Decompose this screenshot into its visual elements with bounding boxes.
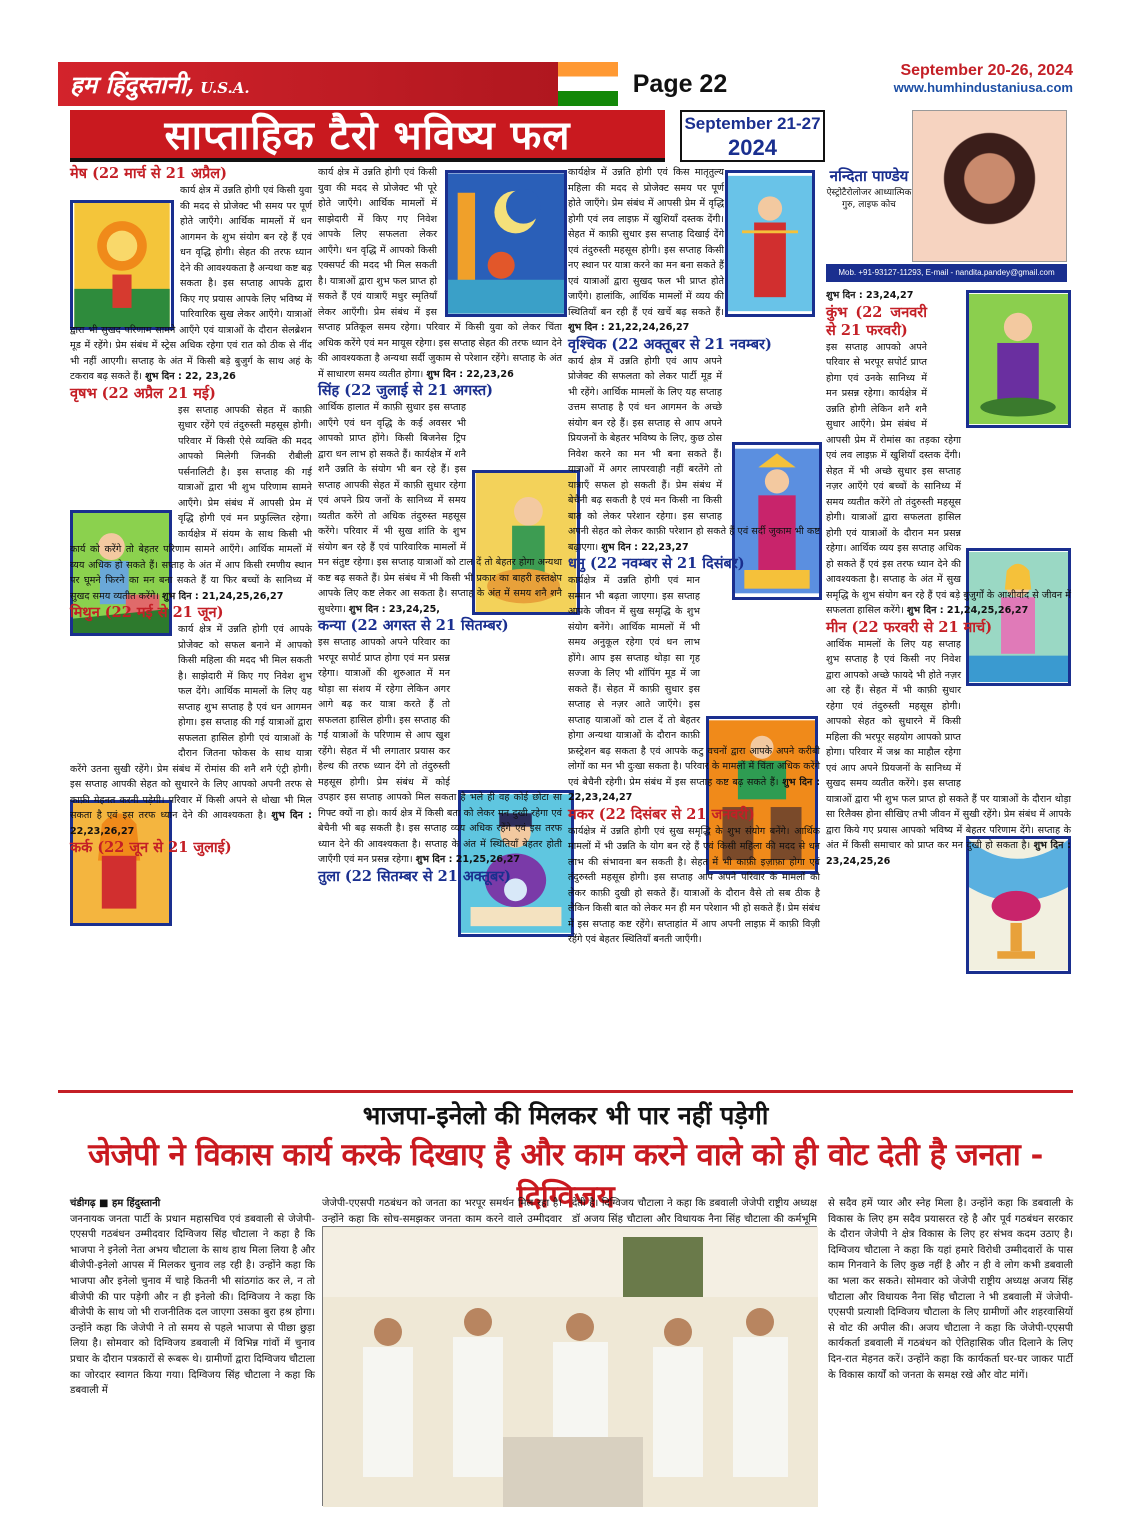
makar-body: कार्यक्षेत्र में उन्नति होगी एवं सुख समृद्धि के शुभ संयोग बनेंगे। आर्थिक मामलों में भी उन्नति के योग बन रहे हैं एवं किसी महिला की मदद से धन लाभ की संभावना बन सकती है। सेहत में भी काफ़ी इज़ाफ़ा होगा एवं तंदुरुस्ती महसूस होगी। इस सप्ताह आप अपने परिवार के मामलों को लेकर काफ़ी दुखी हो सकते हैं। यात्राओं के दौरान वैसे तो सब ठीक है लेकिन किसी बात को लेकर मन ही मन परेशान भी हो सकते हैं। प्रेम संबंध में इस सप्ताह कष्ट रहेंगे। सप्ताहांत में आप अपनी लाइफ़ में काफ़ी विज़ी रहेंगे एवं बेहतर स्थितियाँ बनती जाएँगी। bbox=[568, 825, 820, 945]
kanya-heading: कन्या (22 अगस्त से 21 सितम्बर) bbox=[318, 617, 509, 634]
makar-shubh-din: शुभ दिन : 23,24,27 bbox=[826, 290, 914, 301]
float-spacer bbox=[70, 183, 180, 315]
issue-date: September 20-26, 2024 bbox=[900, 62, 1073, 79]
vrishchik-heading: वृश्चिक (22 अक्तूबर से 21 नवम्बर) bbox=[568, 335, 772, 353]
tula-body: कार्यक्षेत्र में उन्नति होगी एवं किस मातृतुल्य महिला की मदद से प्रोजेक्ट समय पर पूर्ण होते जाएँगे। प्रेम संबंध में आपसी प्रेम में वृद्धि होगी एवं लव लाइफ़ में खुशियाँ दस्तक देंगी। सेहत में काफ़ी सुधार इस सप्ताह दिखाई देंगे एवं तंदुरुस्ती महसूस होगी। इस सप्ताह किसी नए स्थान पर यात्रा करने का मन बना सकते हैं एवं यात्राओं द्वारा सुखद फल भी प्राप्त होते जाएँगे। हालांकि, आर्थिक मामलों में व्यय की स्थितियाँ बन रही हैं एवं खर्चे बढ़ सकते हैं। bbox=[568, 167, 724, 318]
news-subheadline: भाजपा-इनेलो की मिलकर भी पार नहीं पड़ेगी bbox=[362, 1101, 769, 1130]
tula-heading: तुला (22 सितम्बर से 21 अक्तूबर) bbox=[318, 867, 512, 885]
issue-info bbox=[894, 62, 1073, 95]
float-spacer bbox=[722, 354, 820, 516]
news-headline: जेजेपी ने विकास कार्य करके दिखाए है और काम करने वाले को ही वोट देती है जनता - दिग्विजय bbox=[88, 1137, 1043, 1215]
float-spacer bbox=[437, 165, 562, 317]
author-photo bbox=[912, 110, 1067, 262]
kanya-body: इस सप्ताह आपको अपने परिवार का भरपूर सपोर्ट प्राप्त होगा एवं मन प्रसन्न रहेगा। यात्राओं की शुरुआत में मन थोड़ा सा संशय में रहेगा लेकिन अगर आगे बढ़ कर यात्रा करते हैं तो सफलता हासिल होगी। इस सप्ताह की गई यात्राओं के परिणाम से आप खुश रहेंगे। सेहत में भी लगातार प्रयास कर हेल्थ की तरफ ध्यान देंगे तो तंदुरुस्ती महसूस होगी। प्रेम संबंध में कोई उपहार इस सप्ताह आपको मिल सकता है भले ही वह कोई छोटा सा गिफ्ट क्यों ना हो। कार्य क्षेत्र में किसी बता को लेकर मन दुखी रहेगा एवं बेचैनी भी बढ़ सकती है। इस सप्ताह व्यय अधिक रहेंगे एवं इस तरफ ध्यान देने की आवश्यकता है। सप्ताह के अंत में स्थितियाँ बेहतर होती जाएँगी एवं मन प्रसन्न रहेगा। bbox=[318, 637, 562, 865]
horoscope-column-4 bbox=[826, 288, 1071, 1085]
kumbh-heading: कुंभ (22 जनवरी से 21 फरवरी) bbox=[826, 303, 927, 339]
kumbh-shubh-din: शुभ दिन : 21,24,25,26,27 bbox=[906, 605, 1029, 616]
meen-text bbox=[826, 637, 1071, 870]
float-spacer bbox=[927, 288, 1071, 432]
singh-text bbox=[318, 400, 562, 617]
author-role: ऐस्ट्रोटैरोलोजर आध्यात्मिक गुरु, लाइफ कोच bbox=[826, 188, 912, 210]
kumbh-body: इस सप्ताह आपको अपने परिवार से भरपूर सपोर्ट प्राप्त होगा एवं उनके सानिध्य में मन प्रसन्न रहेगा। कार्यक्षेत्र में उन्नति होगी लेकिन शनै शनै सुधार आएँगे। प्रेम संबंध में आपसी प्रेम में रोमांस का तड़का रहेगा एवं लव लाइफ़ में खुशियाँ दस्तक देंगी। सेहत में भी अच्छे सुधार इस सप्ताह नज़र आएँगे एवं बच्चों के सानिध्य में समय व्यतीत करेंगे तो तंदुरुस्ती महसूस होगी। यात्राओं द्वारा सफलता हासिल होगी एवं यात्राओं के दौरान मन प्रसन्न रहेगा। आर्थिक व्यय इस सप्ताह अधिक हो सकते हैं एवं इस तरफ ध्यान देने की आवश्यकता है। सप्ताह के अंत में सुख समृद्धि के शुभ संयोग बन रहे हैं एवं बड़े बुजुर्गों के आशीर्वाद से जीवन में सफलता हासिल करेंगे। bbox=[826, 341, 1071, 616]
horoscope-column-1 bbox=[70, 165, 312, 1085]
singh-body: आर्थिक हालात में काफ़ी सुधार इस सप्ताह आएँगे एवं धन वृद्धि के कई अवसर भी आपको प्राप्त होंगे। किसी बिजनेस ट्रिप द्वारा धन लाभ हो सकते हैं। कार्यक्षेत्र में शनै शनै उन्नति के संयोग भी बन रहे हैं। इस सप्ताह आपकी सेहत में काफ़ी सुधार रहेगा एवं अपने प्रिय जनों के सानिध्य में समय व्यतीत करेंगे तो अधिक तंदुरुस्त महसूस करेंगे। परिवार में भी सुख शांति के शुभ संयोग बन रहे हैं एवं पारिवारिक मामलों में मन संतुष्ट रहेगा। इस सप्ताह यात्राओं को टाल दें तो बेहतर होगा अन्यथा कष्ट बढ़ सकते हैं। प्रेम संबंध में भी किसी भी प्रकार का बाहरी हस्तक्षेप आपके लिए कष्ट लेकर आ सकता है। सप्ताह के अंत में समय शनै शनै सुधरेगा। bbox=[318, 402, 562, 615]
news-column-2 bbox=[322, 1196, 562, 1228]
meen-shubh-din: शुभ दिन : 23,24,25,26 bbox=[826, 840, 1071, 867]
float-spacer bbox=[70, 403, 178, 533]
author-name: नन्दिता पाण्डेय bbox=[829, 167, 909, 185]
news-column-3 bbox=[572, 1196, 817, 1228]
makar-heading: मकर (22 दिसंबर से 21 जनवरी) bbox=[568, 805, 755, 823]
float-spacer bbox=[961, 432, 1071, 574]
mesh-body: कार्य क्षेत्र में उन्नति होगी एवं किसी युवा की मदद से प्रोजेक्ट भी समय पर पूर्ण होते जाएँगे। आर्थिक मामलों में धन आगमन के शुभ संयोग बन रहे हैं एवं धन वृद्धि होगी। सेहत की तरफ ध्यान देने की आवश्यकता है अन्यथा कष्ट बढ़ सकता है। इस सप्ताह आपके द्वारा किए गए प्रयास आपके लिए भविष्य में पारिवारिक सुख लेकर आएँगे। यात्राओं द्वारा भी सुखद परिणाम सामने आएँगे एवं यात्राओं के दौरान सेलब्रेशन मूड में रहेंगे। प्रेम संबंध में स्ट्रेस अधिक रहेगा एवं रात को ठीक से नींद भी नहीं आएगी। सप्ताह के अंत में किसी बड़े बुजुर्ग के साथ अहं के टकराव बढ़ सकते हैं। bbox=[70, 185, 312, 382]
makar-continued bbox=[826, 288, 1071, 304]
news-dateline: चंडीगढ़ ■ हम हिंदुस्तानी bbox=[70, 1198, 161, 1209]
kark-heading: कर्क (22 जून से 21 जुलाई) bbox=[70, 839, 232, 856]
news-column-4 bbox=[828, 1196, 1073, 1526]
vrishabh-text bbox=[70, 403, 312, 605]
mithun-text bbox=[70, 622, 312, 839]
news-col4-text: से सदैव हमें प्यार और स्नेह मिला है। उन्होंने कहा कि डबवाली के विकास के लिए हम सदैव प्रयासरत रहे है और पूर्व गठबंधन सरकार के दौरान जेजेपी ने क्षेत्र विकास के लिए हर संभव कदम उठाए है। दिग्विजय चौटाला ने कहा कि यहां हमारे विरोधी उम्मीदवारों के पास काम गिनवाने के लिए कुछ नहीं है और न ही वे लोग कभी डबवाली का भला कर सकते। सोमवार को जेजेपी राष्ट्रीय अध्यक्ष अजय सिंह चौटाला और विधायक नैना सिंह चौटाला ने भी डबवाली में जेजेपी-एएसपी प्रत्याशी दिग्विजय चौटाला के लिए ग्रामीणों और शहरवासियों से वोट की अपील की। अजय चौटाला ने कहा कि जेजेपी-एएसपी कार्यकर्ता डबवाली में गठबंधन को ऐतिहासिक जीत दिलाने के लिए दिन-रात मेहनत करें। उन्होंने कहा कि कार्यकर्ता घर-घर जाकर पार्टी के विकास कार्यों को जनता के समक्ष रखे और वोट मांगें। bbox=[828, 1198, 1073, 1381]
float-spacer bbox=[700, 573, 820, 735]
week-year: 2024 bbox=[728, 135, 777, 160]
vrishabh-shubh-din: शुभ दिन : 21,24,25,26,27 bbox=[162, 590, 284, 602]
author-contact: Mob. +91-93127-11293, E-mail - nandita.pandey@gmail.com bbox=[826, 264, 1067, 282]
news-col1-text: जननायक जनता पार्टी के प्रधान महासचिव एवं डबवाली से जेजेपी-एएसपी गठबंधन उम्मीदवार दिग्विजय सिंह चौटाला ने कहा है कि भाजपा ने इनेलो नेता अभय चौटाला के साथ हाथ मिला लिया है और बीजेपी-इनेलो आपस में मिलकर चुनाव लड़ रही है। उन्होंने कहा कि भाजपा और इनेलो चुनाव में चाहे कितनी भी सांठगांठ कर ले, न तो बीजेपी की पार पड़ेगी और न ही इनेलो की। दिग्विजय ने कहा कि बीजेपी के साथ जो भी राजनीतिक दल जाएगा उसका बुरा हश्र होगा। उन्होंने कहा कि जेजेपी ने तो समय से पहले भाजपा से पीछा छुड़ा लिया है। सोमवार को दिग्विजय डबवाली में विभिन्न गांवों में चुनाव प्रचार के दौरान पत्रकारों से रूबरू थे। ग्रामीणों द्वारा दिग्विजय चौटाला का जोरदार स्वागत किया गया। दिग्विजय सिंह चौटाला ने कहा कि डबवाली में bbox=[70, 1213, 315, 1397]
kanya-shubh-din: शुभ दिन : 21,25,26,27 bbox=[415, 854, 521, 865]
float-spacer bbox=[466, 400, 562, 550]
news-column-1 bbox=[70, 1196, 315, 1526]
makar-text bbox=[568, 824, 820, 948]
week-box bbox=[680, 110, 825, 162]
vrishchik-text bbox=[568, 354, 820, 556]
float-spacer bbox=[724, 165, 820, 317]
vrishabh-body: इस सप्ताह आपकी सेहत में काफ़ी सुधार रहेंगे एवं तंदुरुस्ती महसूस होगी। परिवार में किसी ऐसे व्यक्ति की मदद आपको मिलेगी जिनकी रौबीली पर्सनालिटी है। इस सप्ताह की गई यात्राओं द्वारा भी शुभ परिणाम सामने आएँगे। प्रेम संबंध में आपसी प्रेम में वृद्धि होगी एवं मन प्रफुल्लित रहेगा। कार्यक्षेत्र में संयम के साथ किसी भी कार्य को करेंगे तो बेहतर परिणाम सामने आएँगे। आर्थिक मामलों में व्यय अधिक हो सकते हैं। सप्ताह के अंत में आप किसी रमणीय स्थान पर घूमने फिरने का मन बना सकते हैं या फिर बच्चों के सानिध्य में सुखद समय व्यतीत करेंगे। bbox=[70, 404, 312, 602]
mithun-body: कार्य क्षेत्र में उन्नति होगी एवं आपके प्रोजेक्ट को सफल बनाने में आपको किसी महिला की मदद भी मिल सकती है। साझेदारी में किए गए निवेश शुभ फल देंगे। आर्थिक मामलों के लिए यह सप्ताह शुभ सप्ताह है एवं धन आगमन होगा। इस सप्ताह की गई यात्राओं द्वारा सफलता हासिल होगी एवं यात्राओं के दौरान जितना फोकस के साथ यात्रा करेंगे उतना सुखी रहेंगे। प्रेम संबंध में रोमांस की शनै शनै एंट्री होगी। इस सप्ताह आपकी सेहत को सुधारने के लिए आपको अपनी तरफ से काफ़ी मेहनत करनी पड़ेगी। परिवार में किसी अपने से धोखा भी मिल सकता है एवं इस तरफ ध्यान देने की आवश्यकता है। bbox=[70, 624, 312, 821]
singh-heading: सिंह (22 जुलाई से 21 अगस्त) bbox=[318, 382, 493, 399]
page-number: Page 22 bbox=[632, 70, 728, 98]
kark-shubh-din: शुभ दिन : 22,23,26 bbox=[426, 368, 514, 380]
mithun-shubh-din: शुभ दिन : 22,23,26,27 bbox=[70, 810, 312, 837]
mithun-heading: मिथुन (22 मई से 21 जून) bbox=[70, 604, 224, 621]
week-range: September 21-27 bbox=[684, 114, 821, 133]
mesh-shubh-din: शुभ दिन : 22, 23,26 bbox=[145, 371, 236, 382]
meen-heading: मीन (22 फरवरी से 21 मार्च) bbox=[826, 618, 993, 636]
mesh-text bbox=[70, 183, 312, 385]
news-col3-text: देती है। दिग्विजय चौटाला ने कहा कि डबवाली जेजेपी राष्ट्रीय अध्यक्ष डॉ अजय सिंह चौटाला और विधायक नैना सिंह चौटाला की कर्मभूमि bbox=[572, 1198, 817, 1225]
vrishchik-body: कार्य क्षेत्र में उन्नति होगी एवं आप अपने प्रोजेक्ट की सफलता को लेकर पार्टी मूड में भी रहेंगे। आर्थिक मामलों के लिए यह सप्ताह उत्तम सप्ताह है एवं धन आगमन के अच्छे संयोग बन रहे हैं। इस सप्ताह से आप अपने प्रियजनों के बेहतर भविष्य के लिए, कुछ ठोस निवेश करने का मन भी बना सकते हैं। यात्राओं में अगर लापरवाही नहीं बरतेंगे तो यात्राएँ सफल हो सकती हैं। प्रेम संबंध में बेचैनी बढ़ सकती है एवं मन किसी ना किसी बात को लेकर परेशान रहेगा। इस सप्ताह अपनी सेहत को लेकर काफ़ी परेशान हो सकते हैं एवं सर्दी जुकाम भी कष्ट बढ़ाएगा। bbox=[568, 355, 820, 553]
section-title: साप्ताहिक टैरो भविष्य फल bbox=[164, 112, 571, 159]
kanya-text bbox=[318, 635, 562, 868]
section-divider bbox=[58, 1090, 1073, 1093]
vrishchik-shubh-din: शुभ दिन : 22,23,27 bbox=[601, 541, 689, 553]
tula-shubh-din: शुभ दिन : 21,22,24,26,27 bbox=[568, 322, 690, 333]
website-link[interactable]: www.humhindustaniusa.com bbox=[893, 80, 1073, 95]
paper-nameplate bbox=[58, 62, 558, 106]
float-spacer bbox=[450, 635, 562, 787]
dhanu-shubh-din: शुभ दिन : 22,23,24,27 bbox=[568, 776, 820, 803]
paper-region: U.S.A. bbox=[200, 79, 250, 97]
tricolor-flag-graphic bbox=[558, 62, 618, 106]
singh-shubh-din: शुभ दिन : 23,24,25, bbox=[348, 603, 440, 615]
news-col2-text: जेजेपी-एएसपी गठबंधन को जनता का भरपूर समर्थन मिल रहा है। उन्होंने कहा कि सोच-समझकर जनता काम करने वाले उम्मीदवार bbox=[322, 1198, 562, 1225]
kark-text bbox=[318, 165, 562, 382]
dhanu-body: कार्यक्षेत्र में उन्नति होगी एवं मान सम्मान भी बढ़ता जाएगा। इस सप्ताह आपके जीवन में सुख समृद्धि के शुभ संयोग बनेंगे। आर्थिक मामलों में भी समय अनुकूल रहेगा एवं धन लाभ होंगे। आप इस सप्ताह थोड़ा सा गृह सज्जा के लिए भी शॉपिंग मूड में जा सकते हैं। सेहत में काफ़ी सुधार इस सप्ताह से नज़र आते जाएँगे। इस सप्ताह यात्राओं को टाल दें तो बेहतर होगा अन्यथा यात्राओं के दौरान काफ़ी फ्रस्ट्रेशन बढ़ सकता है एवं आपके कटु वचनों द्वारा आपके अपने करीबी लोगों का मन भी दुःखा सकता है। परिवार के मामलों में चिंता अधिक करेंगे एवं बेचैनी रहेगी। प्रेम संबंध में इस सप्ताह कष्ट बढ़ सकते हैं। bbox=[568, 575, 820, 788]
news-photo-rally bbox=[322, 1226, 817, 1506]
paper-name: हम हिंदुस्तानी, bbox=[70, 70, 195, 99]
kark-body: कार्य क्षेत्र में उन्नति होगी एवं किसी युवा की मदद से प्रोजेक्ट भी पूरे होते जाएँगे। आर्थिक मामलों में साझेदारी में किए गए निवेश आपके लिए सफलता लेकर आएँगे। धन वृद्धि में आपको किसी एक्सपर्ट की मदद भी मिल सकती है। यात्राओं द्वारा शुभ फल प्राप्त हो सकते हैं एवं यात्राएँ मधुर स्मृतियाँ लेकर आएँगी। प्रेम संबंध में इस सप्ताह प्रतिकूल समय रहेगा। परिवार में किसी युवा को लेकर चिंता अधिक करेंगे एवं मन मायूस रहेगा। इस सप्ताह सेहत की तरफ ध्यान देने की आवश्यकता है अन्यथा सर्दी जुकाम से परेशान रहेंगे। सप्ताह के अंत में साधारण समय व्यतीत होगा। bbox=[318, 167, 562, 380]
section-title-bar bbox=[70, 110, 665, 162]
meen-body: आर्थिक मामलों के लिए यह सप्ताह शुभ सप्ताह है एवं किसी नए निवेश द्वारा आपको अच्छे फायदे भी होते नज़र आ रहे हैं। सेहत में भी काफ़ी सुधार रहेगा एवं तंदुरुस्ती महसूस होगी। आपको सेहत को सुधारने में किसी महिला की भरपूर सहयोग आपको प्राप्त होगा। परिवार में जश्न का माहौल रहेगा एवं आप अपने प्रियजनों के सानिध्य में सुखद समय व्यतीत करेंगे। इस सप्ताह यात्राओं द्वारा भी शुभ फल प्राप्त हो सकते हैं पर यात्राओं के दौरान थोड़ा सा रिलैक्स होना सीखिए तभी जीवन में सुखी रहेंगे। प्रेम संबंध में आपके द्वारा किये गए प्रयास आपको भविष्य में बेहतर परिणाम देंगे। सप्ताह के अंत में किसी समाचार को प्राप्त कर मन दुखी हो सकता है। bbox=[826, 638, 1071, 851]
author-card bbox=[826, 168, 912, 262]
masthead bbox=[58, 62, 1073, 106]
horoscope-column-3 bbox=[568, 165, 820, 1085]
mesh-heading: मेष (22 मार्च से 21 अप्रैल) bbox=[70, 165, 227, 182]
horoscope-column-2 bbox=[318, 165, 562, 1085]
dhanu-heading: धनु (22 नवम्बर से 21 दिसंबर) bbox=[568, 555, 745, 572]
vrishabh-heading: वृषभ (22 अप्रैल 21 मई) bbox=[70, 384, 216, 402]
float-spacer bbox=[70, 622, 178, 752]
dhanu-text bbox=[568, 573, 820, 806]
float-spacer bbox=[961, 637, 1071, 779]
tula-text bbox=[568, 165, 820, 336]
